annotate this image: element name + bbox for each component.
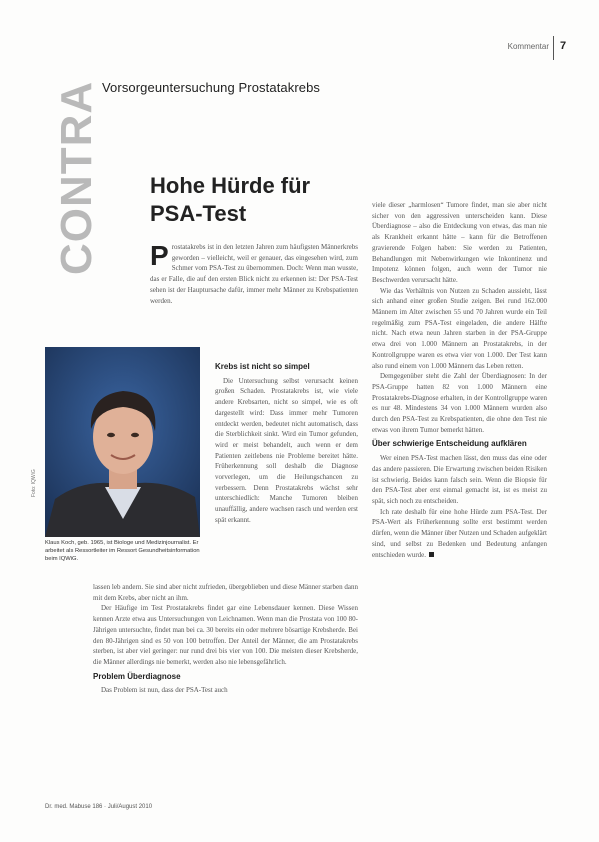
col2-text: Die Untersuchung selbst verursacht keinen großen Schaden. Prostatakrebs ist, wie viele andere Krebsarten, nicht so simpel, wie es oft dargestellt wird: Dass immer mehr Tumoren entdeckt werden, bedeutet nicht automatisch, dass die Sterblichkeit sinkt. Wird ein Tumor gefunden, wird er meist behandelt, auch wenn er dem Patienten zeitlebens nie Probleme bereitet hätte. Früherkennung soll deshalb die Diagnose vorverlegen, um die Heilungschancen zu verbessern. Denn Prostatakrebs wächst sehr unterschiedlich: Manche Tumoren bleiben unauffällig, andere wachsen rasch und werden erst spät erkannt. [215, 376, 358, 524]
col3-text-1: viele dieser „harmlosen“ Tumore findet, man sie aber nicht sicher von den aggressiven unterscheiden kann. Diese Überdiagnose – also die Entdeckung von etwas, das man nie als Krankheit erkannt hätte – kann für die Betroffenen gravierende Folgen haben: Sie werden zu Patienten, Behandlungen mit Nebenwirkungen wie Inkontinenz und Impotenz können folgen, auch wenn der Tumor nie Beschwerden verursacht hätte. [372, 201, 547, 284]
article-title [150, 172, 370, 228]
dropcap: P [150, 240, 169, 271]
header-divider [553, 36, 554, 60]
kicker: Vorsorgeuntersuchung Prostatakrebs [102, 80, 321, 95]
col3-text-4: Wer einen PSA-Test machen lässt, den muss das eine oder das andere passieren. Die Erwartung zwischen beiden Risiken ist schwierig. Beides kann falsch sein. Wenn die Biopsie für den PSA-Test aber erst einmal gemacht ist, ist es meist zu spät, sich noch zu entscheiden. [372, 454, 547, 505]
subhead-krebs: Krebs ist nicht so simpel [215, 362, 310, 371]
col3-text-5: Ich rate deshalb für eine hohe Hürde zum PSA-Test. Der PSA-Wert als Früherkennung sollte erst bestimmt werden dürfen, wenn die Männer über Nutzen und Schaden aufgeklärt sind, und selbst zu Bedenken und Bedeutung anfangen entschieden wurde. [372, 507, 547, 559]
col3-text-2: Wie das Verhältnis von Nutzen zu Schaden aussieht, lässt sich anhand einer großen Studie zeigen. Bei rund 162.000 Männern im Alter zwischen 55 und 70 Jahren wurde ein Teil regelmäßig zum PSA-Test eingeladen, die andere Hälfte nicht. Nach etwa neun Jahren starben in der PSA-Gruppe etwa drei von 1.000 Männern an Prostatakrebs, in der Kontrollgruppe waren es etwa vier von 1.000. Der Test kann also rund einem von 1.000 Männern das Leben retten. [372, 286, 547, 370]
photo-credit: Foto: IQWiG [31, 469, 37, 497]
title-line-2: PSA-Test [150, 201, 247, 226]
column-2 [215, 358, 358, 526]
end-mark [429, 552, 434, 557]
col2b-text-2: Der Häufige im Test Prostatakrebs findet gar eine Lebensdauer kennen. Diese Wissen kennen Arzte etwa aus Untersuchungen von Leichnamen. Wenn man die Prostata von 100 80-Jährigen untersuchte, findet man bei ca. 30 bereits ein oder mehrere bösartige Krebsherde. Bei den 80-Jährigen sind es 50 von 100 betroffen. Der Anteil der Männer, die am Prostatakrebs sterben, ist aber viel geringer: nur rund drei bis vier von 100. Die meisten dieser Krebsherde, die Männer allerdings nie bemerkt, werden also nie lebensgefährlich. [93, 604, 358, 666]
lead-text: rostatakrebs ist in den letzten Jahren zum häufigsten Männerkrebs geworden – vielleicht, weil er genauer, das eingesehen wird, zum Schmer vom PSA-Test zu übernommen. Doch: Wenn man wusste, das er Falle, die auf den ersten Blick nicht zu erkennen ist: Der PSA-Test sehen ist der Hauptursache dafür, immer mehr Männer zu Krebspatienten werden. [150, 243, 358, 305]
page-footer: Dr. med. Mabuse 186 · Juli/August 2010 [45, 804, 153, 810]
photo-caption: Klaus Koch, geb. 1965, ist Biologe und Medizinjournalist. Er arbeitet als Ressortleiter im Ressort Gesundheitsinformation beim IQWiG. [45, 540, 200, 562]
col2b-text-3: Das Problem ist nun, dass der PSA-Test auch [101, 686, 228, 695]
col3-text-3: Demgegenüber steht die Zahl der Überdiagnosen: In der PSA-Gruppe hatten 82 von 1.000 Männern eine Prostatakrebs-Diagnose erhalten, in der Kontrollgruppe waren es nur 48. Mindestens 34 von 1.000 Männern wurden also durch den PSA-Test zu Krebspatienten, die ohne den Test nie etwas von ihrem Tumor bemerkt hätten. [372, 372, 547, 434]
column-3 [372, 200, 547, 560]
subhead-ueberdiagnose: Problem Überdiagnose [93, 671, 181, 681]
subhead-entscheidung: Über schwierige Entscheidung aufklären [372, 439, 527, 449]
title-line-1: Hohe Hürde für [150, 173, 311, 198]
contra-text: CONTRA [52, 80, 101, 275]
contra-vertical-label [52, 80, 101, 277]
col2b-text-1: lassen leb andern. Sie sind aber nicht zufrieden, übergeblieben und diese Männer starben dann mit dem Krebs, aber nicht an ihm. [93, 583, 358, 602]
section-label: Kommentar [507, 42, 549, 51]
lead-paragraph [150, 242, 358, 306]
page-number: 7 [560, 40, 567, 52]
column-2-bottom [93, 582, 358, 696]
author-photo [45, 347, 200, 537]
